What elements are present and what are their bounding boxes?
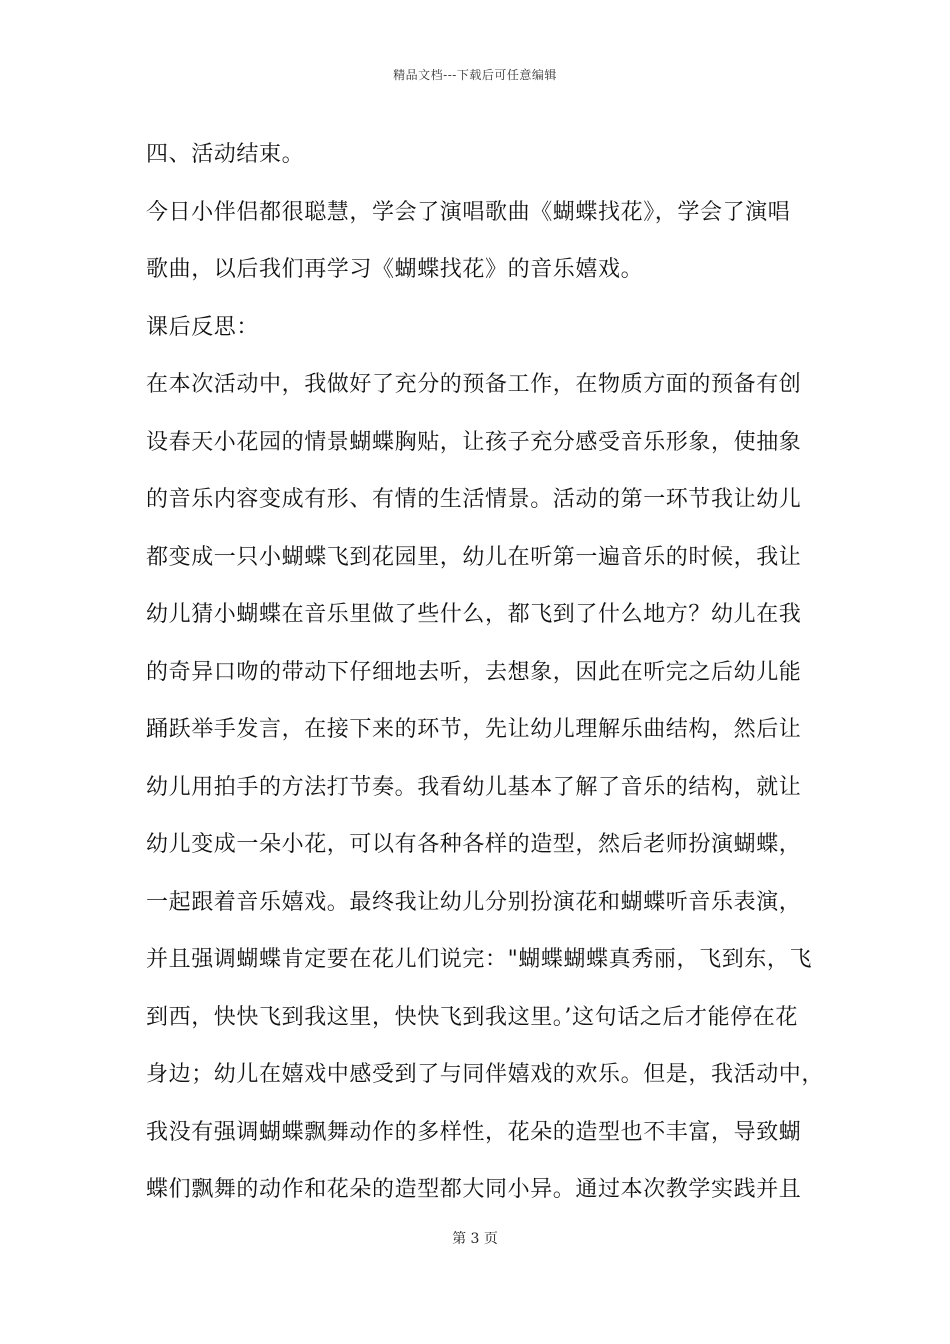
text-line: 课后反思： [146, 314, 260, 340]
text-line: 并且强调蝴蝶肯定要在花儿们说完："蝴蝶蝴蝶真秀丽，飞到东，飞 [146, 947, 813, 972]
text-line: 踊跃举手发言，在接下来的环节，先让幼儿理解乐曲结构，然后让 [146, 717, 802, 742]
page-number: 第 3 页 [452, 1231, 498, 1247]
text-line: 身边；幼儿在嬉戏中感受到了与同伴嬉戏的欢乐。但是，我活动中， [146, 1062, 825, 1087]
text-line: 在本次活动中，我做好了充分的预备工作，在物质方面的预备有创 [146, 372, 802, 397]
text-line: 今日小伴侣都很聪慧，学会了演唱歌曲《蝴蝶找花》，学会了演唱 [146, 199, 791, 225]
text-line: 一起跟着音乐嬉戏。最终我让幼儿分别扮演花和蝴蝶听音乐表演， [146, 889, 802, 915]
text-line: 的奇异口吻的带动下仔细地去听，去想象，因此在听完之后幼儿能 [146, 659, 802, 685]
text-line: 的音乐内容变成有形、有情的生活情景。活动的第一环节我让幼儿 [146, 487, 802, 512]
text-line: 幼儿变成一朵小花，可以有各种各样的造型，然后老师扮演蝴蝶， [146, 832, 802, 857]
text-line: 幼儿猜小蝴蝶在音乐里做了些什么，都飞到了什么地方？幼儿在我 [146, 602, 802, 627]
text-line: 设春天小花园的情景蝴蝶胸贴，让孩子充分感受音乐形象，使抽象 [146, 429, 802, 455]
text-line: 歌曲，以后我们再学习《蝴蝶找花》的音乐嬉戏。 [146, 257, 644, 282]
text-line: 到西，快快飞到我这里，快快飞到我这里。’这句话之后才能停在花 [146, 1004, 798, 1030]
text-line: 蝶们飘舞的动作和花朵的造型都大同小异。通过本次教学实践并且 [146, 1177, 802, 1202]
document-body [146, 126, 826, 1219]
text-line: 都变成一只小蝴蝶飞到花园里，幼儿在听第一遍音乐的时候，我让 [146, 544, 802, 570]
text-line: 我没有强调蝴蝶飘舞动作的多样性，花朵的造型也不丰富，导致蝴 [146, 1119, 802, 1145]
text-line: 幼儿用拍手的方法打节奏。我看幼儿基本了解了音乐的结构，就让 [146, 774, 802, 800]
page-header: 精品文档---下载后可任意编辑 [393, 68, 557, 82]
text-line: 四、活动结束。 [146, 142, 305, 167]
